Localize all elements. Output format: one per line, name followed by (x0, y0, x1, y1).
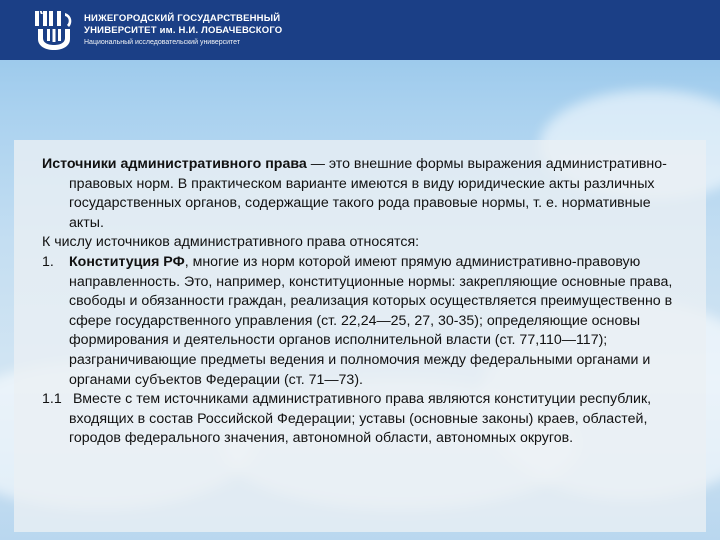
list-intro: К числу источников административного права относятся: (42, 234, 420, 251)
list-item-1-1-number: 1.1 (42, 391, 62, 408)
university-logo-icon (34, 9, 74, 51)
university-name-line2: УНИВЕРСИТЕТ им. Н.И. ЛОБАЧЕВСКОГО (84, 25, 283, 36)
university-name-line1: НИЖЕГОРОДСКИЙ ГОСУДАРСТВЕННЫЙ (84, 13, 281, 24)
list-item-1-text: , многие из норм которой имеют прямую административно-правовую направленность. Это, например, конституционные нормы: закрепляющие основные права, свободы и обязанности граждан, реализация которых осуществляется преимущественно в сфере государственного управления (ст. 22,24—25, 27, 30-35); определяющие основы формирования и деятельности органов исполнительной власти (ст. 77,110—117); разграничивающие предметы ведения и полномочия между федеральными органами и органами субъектов Федерации (ст. 71—73). (69, 253, 673, 388)
header-bar (0, 0, 720, 60)
list-item-1-1 (42, 390, 678, 449)
intro-term: Источники административного права (42, 156, 307, 172)
list-item-1-1-text: Вместе с тем источниками административного права являются конституции республик, входящих в состав Российской Федерации; уставы (основные законы) краев, областей, городов федерального значения, автономной области, автономных округов. (69, 391, 652, 447)
list-item-1-term: Конституция РФ (69, 253, 185, 270)
intro-paragraph (42, 155, 678, 233)
university-name-line3: Национальный исследовательский университет (84, 39, 241, 46)
university-name (84, 13, 282, 48)
intro-text: — это внешние формы выражения административно-правовых норм. В практическом варианте имеются в виду юридические акты различных государственных органов, содержащие такого рода правовые нормы, т. е. нормативные акты. (69, 156, 667, 231)
list-item-1-number: 1. (42, 253, 54, 270)
list-item-1 (42, 253, 678, 390)
slide-content (42, 155, 678, 449)
